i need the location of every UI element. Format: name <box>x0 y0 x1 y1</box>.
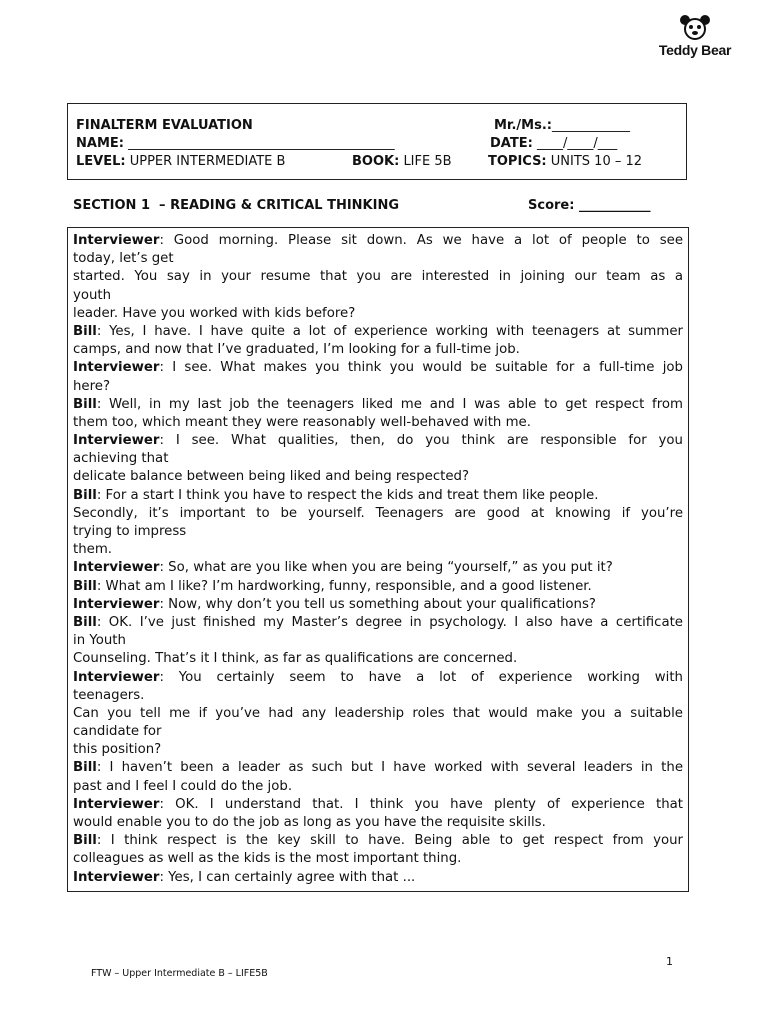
speaker-name: Interviewer <box>73 796 160 812</box>
line-text: : Well, in my last job the teenagers liked me and I was able to get respect from <box>96 396 683 412</box>
speaker-name: Interviewer <box>73 596 160 612</box>
line-text: Secondly, it’s important to be yourself. Teenagers are good at knowing if you’re <box>73 505 683 521</box>
speaker-name: Bill <box>73 833 97 849</box>
dialogue-line <box>73 614 683 632</box>
line-text: : Yes, I have. I have quite a lot of experience working with teenagers at summer <box>96 323 683 339</box>
speaker-name: Bill <box>73 578 97 594</box>
section-title: SECTION 1 – READING & CRITICAL THINKING <box>73 198 400 213</box>
line-text: in Youth <box>73 633 126 649</box>
dialogue-line <box>73 323 683 341</box>
book-field: BOOK: LIFE 5B <box>352 154 452 169</box>
speaker-name: Bill <box>73 323 97 339</box>
dialogue-line <box>73 250 683 268</box>
line-text: : OK. I understand that. I think you have plenty of experience that <box>159 796 683 812</box>
line-text: past and I feel I could do the job. <box>73 778 293 794</box>
dialogue-line <box>73 687 683 705</box>
dialogue-line <box>73 450 683 468</box>
dialogue-line <box>73 559 683 577</box>
dialogue-line <box>73 505 683 523</box>
dialogue-line <box>73 832 683 850</box>
score-field[interactable]: Score: ___________ <box>528 198 651 213</box>
exam-title: FINALTERM EVALUATION <box>76 118 253 133</box>
line-text: today, let’s get <box>73 251 174 267</box>
line-text: : Yes, I can certainly agree with that ... <box>159 869 416 885</box>
page-footer: FTW – Upper Intermediate B – LIFE5B <box>91 968 268 979</box>
dialogue-line <box>73 850 683 868</box>
line-text: : Now, why don’t you tell us something about your qualifications? <box>159 596 596 612</box>
line-text: : So, what are you like when you are being “yourself,” as you put it? <box>159 560 613 576</box>
exam-header-box <box>67 103 687 180</box>
line-text: them too, which meant they were reasonably well-behaved with me. <box>73 414 531 430</box>
speaker-name: Bill <box>73 760 97 776</box>
dialogue-line <box>73 705 683 723</box>
dialogue-line <box>73 305 683 323</box>
line-text: Can you tell me if you’ve had any leadership roles that would make you a suitable <box>73 705 683 721</box>
dialogue-line <box>73 632 683 650</box>
line-text: youth <box>73 287 112 303</box>
line-text: them. <box>73 542 113 558</box>
line-text: : What am I like? I’m hardworking, funny, responsible, and a good listener. <box>96 578 592 594</box>
line-text: trying to impress <box>73 524 187 539</box>
line-text: here? <box>73 378 111 394</box>
line-text: : OK. I’ve just finished my Master’s degree in psychology. I also have a certificate <box>96 614 683 630</box>
dialogue-line <box>73 414 683 432</box>
line-text: colleagues as well as the kids is the most important thing. <box>73 851 462 867</box>
speaker-name: Bill <box>73 396 97 412</box>
dialogue-line <box>73 869 683 887</box>
line-text: camps, and now that I’ve graduated, I’m looking for a full-time job. <box>73 342 520 358</box>
speaker-name: Bill <box>73 487 97 503</box>
speaker-name: Interviewer <box>73 869 160 885</box>
dialogue-line <box>73 287 683 305</box>
speaker-name: Interviewer <box>73 433 160 449</box>
teddy-bear-icon <box>678 14 712 40</box>
line-text: would enable you to do the job as long as you have the requisite skills. <box>73 815 546 830</box>
dialogue-line <box>73 396 683 414</box>
dialogue-line <box>73 741 683 759</box>
line-text: : I see. What makes you think you would be suitable for a full-time job <box>159 360 683 376</box>
speaker-name: Interviewer <box>73 360 160 376</box>
dialogue-line <box>73 578 683 596</box>
speaker-name: Interviewer <box>73 560 160 576</box>
brand-name: Teddy Bear <box>658 42 732 58</box>
student-name-field[interactable]: NAME: _________________________________________ <box>76 136 395 151</box>
speaker-name: Interviewer <box>73 669 160 685</box>
dialogue-line <box>73 232 683 250</box>
line-text: teenagers. <box>73 687 145 703</box>
line-text: achieving that <box>73 451 169 467</box>
line-text: delicate balance between being liked and being respected? <box>73 469 470 485</box>
topics-field: TOPICS: UNITS 10 – 12 <box>488 154 643 169</box>
line-text: : Good morning. Please sit down. As we have a lot of people to see <box>159 233 683 248</box>
date-field[interactable]: DATE: ____/____/___ <box>490 136 618 151</box>
brand-logo <box>650 14 740 58</box>
dialogue-line <box>73 796 683 814</box>
page-number: 1 <box>666 955 673 968</box>
dialogue-line <box>73 650 683 668</box>
dialogue-line <box>73 669 683 687</box>
line-text: candidate for <box>73 724 162 740</box>
dialogue-line <box>73 723 683 741</box>
dialogue-line <box>73 541 683 559</box>
teacher-field[interactable]: Mr./Ms.:____________ <box>494 118 630 133</box>
dialogue-line <box>73 359 683 377</box>
line-text: : I haven’t been a leader as such but I have worked with several leaders in the <box>96 760 683 776</box>
dialogue-line <box>73 487 683 505</box>
reading-passage <box>67 227 689 892</box>
speaker-name: Bill <box>73 614 97 630</box>
dialogue-line <box>73 378 683 396</box>
dialogue-line <box>73 523 683 541</box>
line-text: : You certainly seem to have a lot of experience working with <box>159 669 683 685</box>
speaker-name: Interviewer <box>73 233 160 248</box>
dialogue-line <box>73 468 683 486</box>
level-field: LEVEL: UPPER INTERMEDIATE B <box>76 154 286 169</box>
line-text: Counseling. That’s it I think, as far as qualifications are concerned. <box>73 651 518 667</box>
line-text: this position? <box>73 742 162 758</box>
line-text: : I think respect is the key skill to have. Being able to get respect from your <box>96 833 683 849</box>
dialogue-line <box>73 778 683 796</box>
dialogue-line <box>73 814 683 832</box>
line-text: : For a start I think you have to respect the kids and treat them like people. <box>96 487 599 503</box>
dialogue-line <box>73 341 683 359</box>
line-text: : I see. What qualities, then, do you think are responsible for you <box>159 433 683 449</box>
dialogue-line <box>73 596 683 614</box>
dialogue-line <box>73 432 683 450</box>
line-text: started. You say in your resume that you are interested in joining our team as a <box>73 269 683 285</box>
line-text: leader. Have you worked with kids before? <box>73 305 356 321</box>
dialogue-line <box>73 759 683 777</box>
dialogue-line <box>73 268 683 286</box>
